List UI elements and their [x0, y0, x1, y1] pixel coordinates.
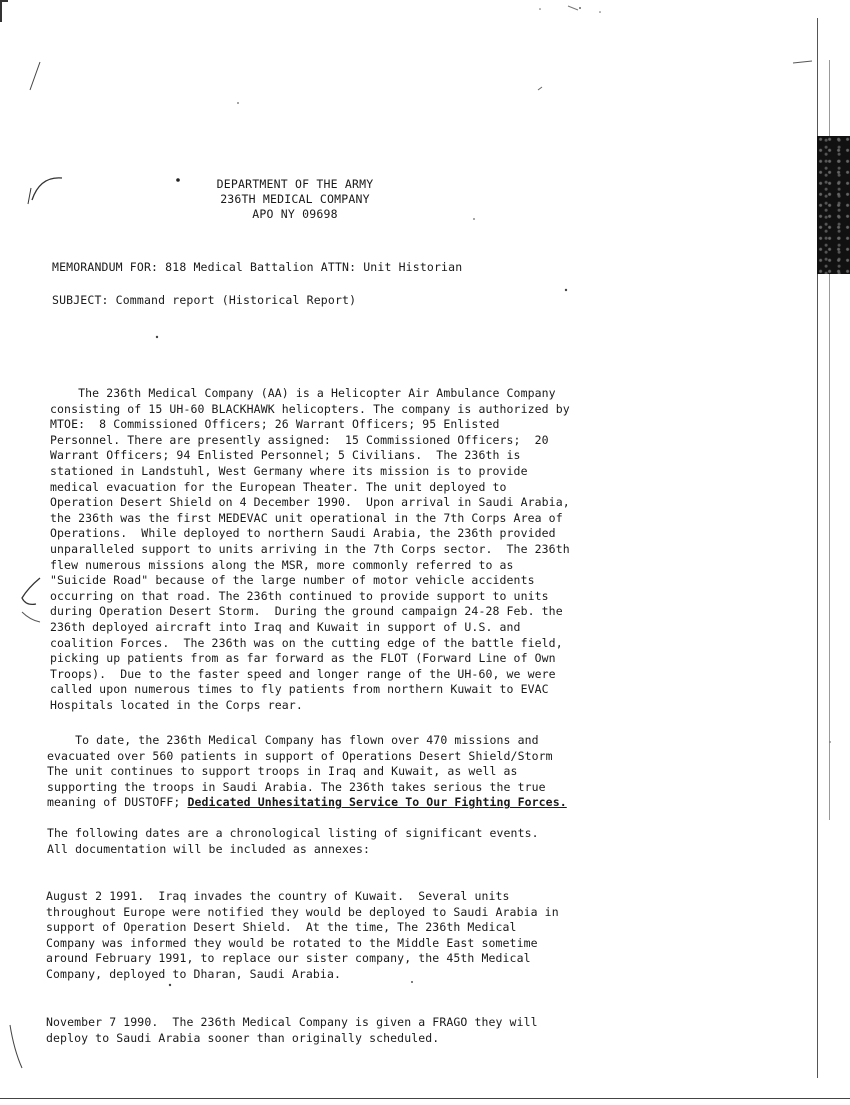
- text-line: during Operation Desert Storm. During the ground campaign 24-28 Feb. the: [50, 604, 563, 619]
- text-line: called upon numerous times to fly patients from northern Kuwait to EVAC: [50, 682, 549, 697]
- text-line: Company, deployed to Dharan, Saudi Arabia.: [46, 966, 341, 981]
- letterhead-address: APO NY 09698: [252, 207, 338, 221]
- text-line: flew numerous missions along the MSR, more commonly referred to as: [50, 557, 514, 572]
- text-line: November 7 1990. The 236th Medical Company is given a FRAGO they will: [46, 1015, 538, 1029]
- text-line: stationed in Landstuhl, West Germany where its mission is to provide: [50, 463, 528, 478]
- text-line: unparalleled support to units arriving in the 7th Corps sector. The 236th: [50, 541, 570, 556]
- text-line: The following dates are a chronological listing of significant events.: [47, 826, 539, 840]
- text-line: MTOE: 8 Commissioned Officers; 26 Warrant Officers; 95 Enlisted: [50, 417, 500, 432]
- chronology-entry-august: [46, 889, 559, 983]
- text-line: All documentation will be included as annexes:: [47, 841, 371, 856]
- subject-line: SUBJECT: Command report (Historical Report): [52, 293, 357, 307]
- text-line: throughout Europe were notified they would be deployed to Saudi Arabia in: [46, 904, 559, 919]
- paragraph-chronology-intro: [47, 826, 539, 857]
- letterhead: [160, 177, 430, 222]
- text-line: Troops). Due to the faster speed and longer range of the UH-60, we were: [50, 666, 556, 681]
- text-line: coalition Forces. The 236th was on the cutting edge of the battle field,: [50, 635, 563, 650]
- paragraph-unit-overview: [50, 386, 570, 713]
- text-line: deploy to Saudi Arabia sooner than originally scheduled.: [46, 1030, 440, 1045]
- text-line: the 236th was the first MEDEVAC unit operational in the 7th Corps Area of: [50, 510, 563, 525]
- text-line: Personnel. There are presently assigned: 15 Commissioned Officers; 20: [50, 432, 549, 447]
- text-line: [47, 795, 567, 811]
- text-line: "Suicide Road" because of the large number of motor vehicle accidents: [50, 573, 535, 588]
- text-line: Hospitals located in the Corps rear.: [50, 697, 303, 712]
- paragraph-missions-summary: [47, 733, 567, 811]
- text-line: Company was informed they would be rotated to the Middle East sometime: [46, 935, 538, 950]
- text-line: The 236th Medical Company (AA) is a Helicopter Air Ambulance Company: [50, 386, 556, 400]
- text-line: around February 1991, to replace our sister company, the 45th Medical: [46, 951, 531, 966]
- text-line: supporting the troops in Saudi Arabia. The 236th takes serious the true: [47, 779, 546, 794]
- text-line: medical evacuation for the European Theater. The unit deployed to: [50, 479, 507, 494]
- letterhead-department: DEPARTMENT OF THE ARMY: [216, 177, 374, 191]
- text-line: The unit continues to support troops in Iraq and Kuwait, as well as: [47, 764, 518, 779]
- text-line: Warrant Officers; 94 Enlisted Personnel; 5 Civilians. The 236th is: [50, 448, 521, 463]
- text-line: 236th deployed aircraft into Iraq and Kuwait in support of U.S. and: [50, 619, 521, 634]
- chronology-entry-november: [46, 1015, 538, 1046]
- letterhead-unit: 236TH MEDICAL COMPANY: [220, 192, 370, 206]
- memorandum-for-line: MEMORANDUM FOR: 818 Medical Battalion ATTN: Unit Historian: [52, 260, 463, 274]
- text-line: Operation Desert Shield on 4 December 1990. Upon arrival in Saudi Arabia,: [50, 495, 570, 510]
- text-line: Operations. While deployed to northern Saudi Arabia, the 236th provided: [50, 526, 556, 541]
- text-line: occurring on that road. The 236th continued to provide support to units: [50, 588, 549, 603]
- text-line: To date, the 236th Medical Company has flown over 470 missions and: [47, 733, 539, 747]
- text-line: consisting of 15 UH-60 BLACKHAWK helicopters. The company is authorized by: [50, 401, 570, 416]
- text-line: support of Operation Desert Shield. At the time, The 236th Medical: [46, 920, 517, 935]
- dustoff-prefix: meaning of DUSTOFF;: [47, 795, 188, 810]
- dustoff-motto: Dedicated Unhesitating Service To Our Fighting Forces.: [187, 795, 567, 810]
- text-line: picking up patients from as far forward as the FLOT (Forward Line of Own: [50, 651, 556, 666]
- text-line: August 2 1991. Iraq invades the country of Kuwait. Several units: [46, 889, 510, 903]
- text-line: evacuated over 560 patients in support of Operations Desert Shield/Storm: [47, 748, 553, 763]
